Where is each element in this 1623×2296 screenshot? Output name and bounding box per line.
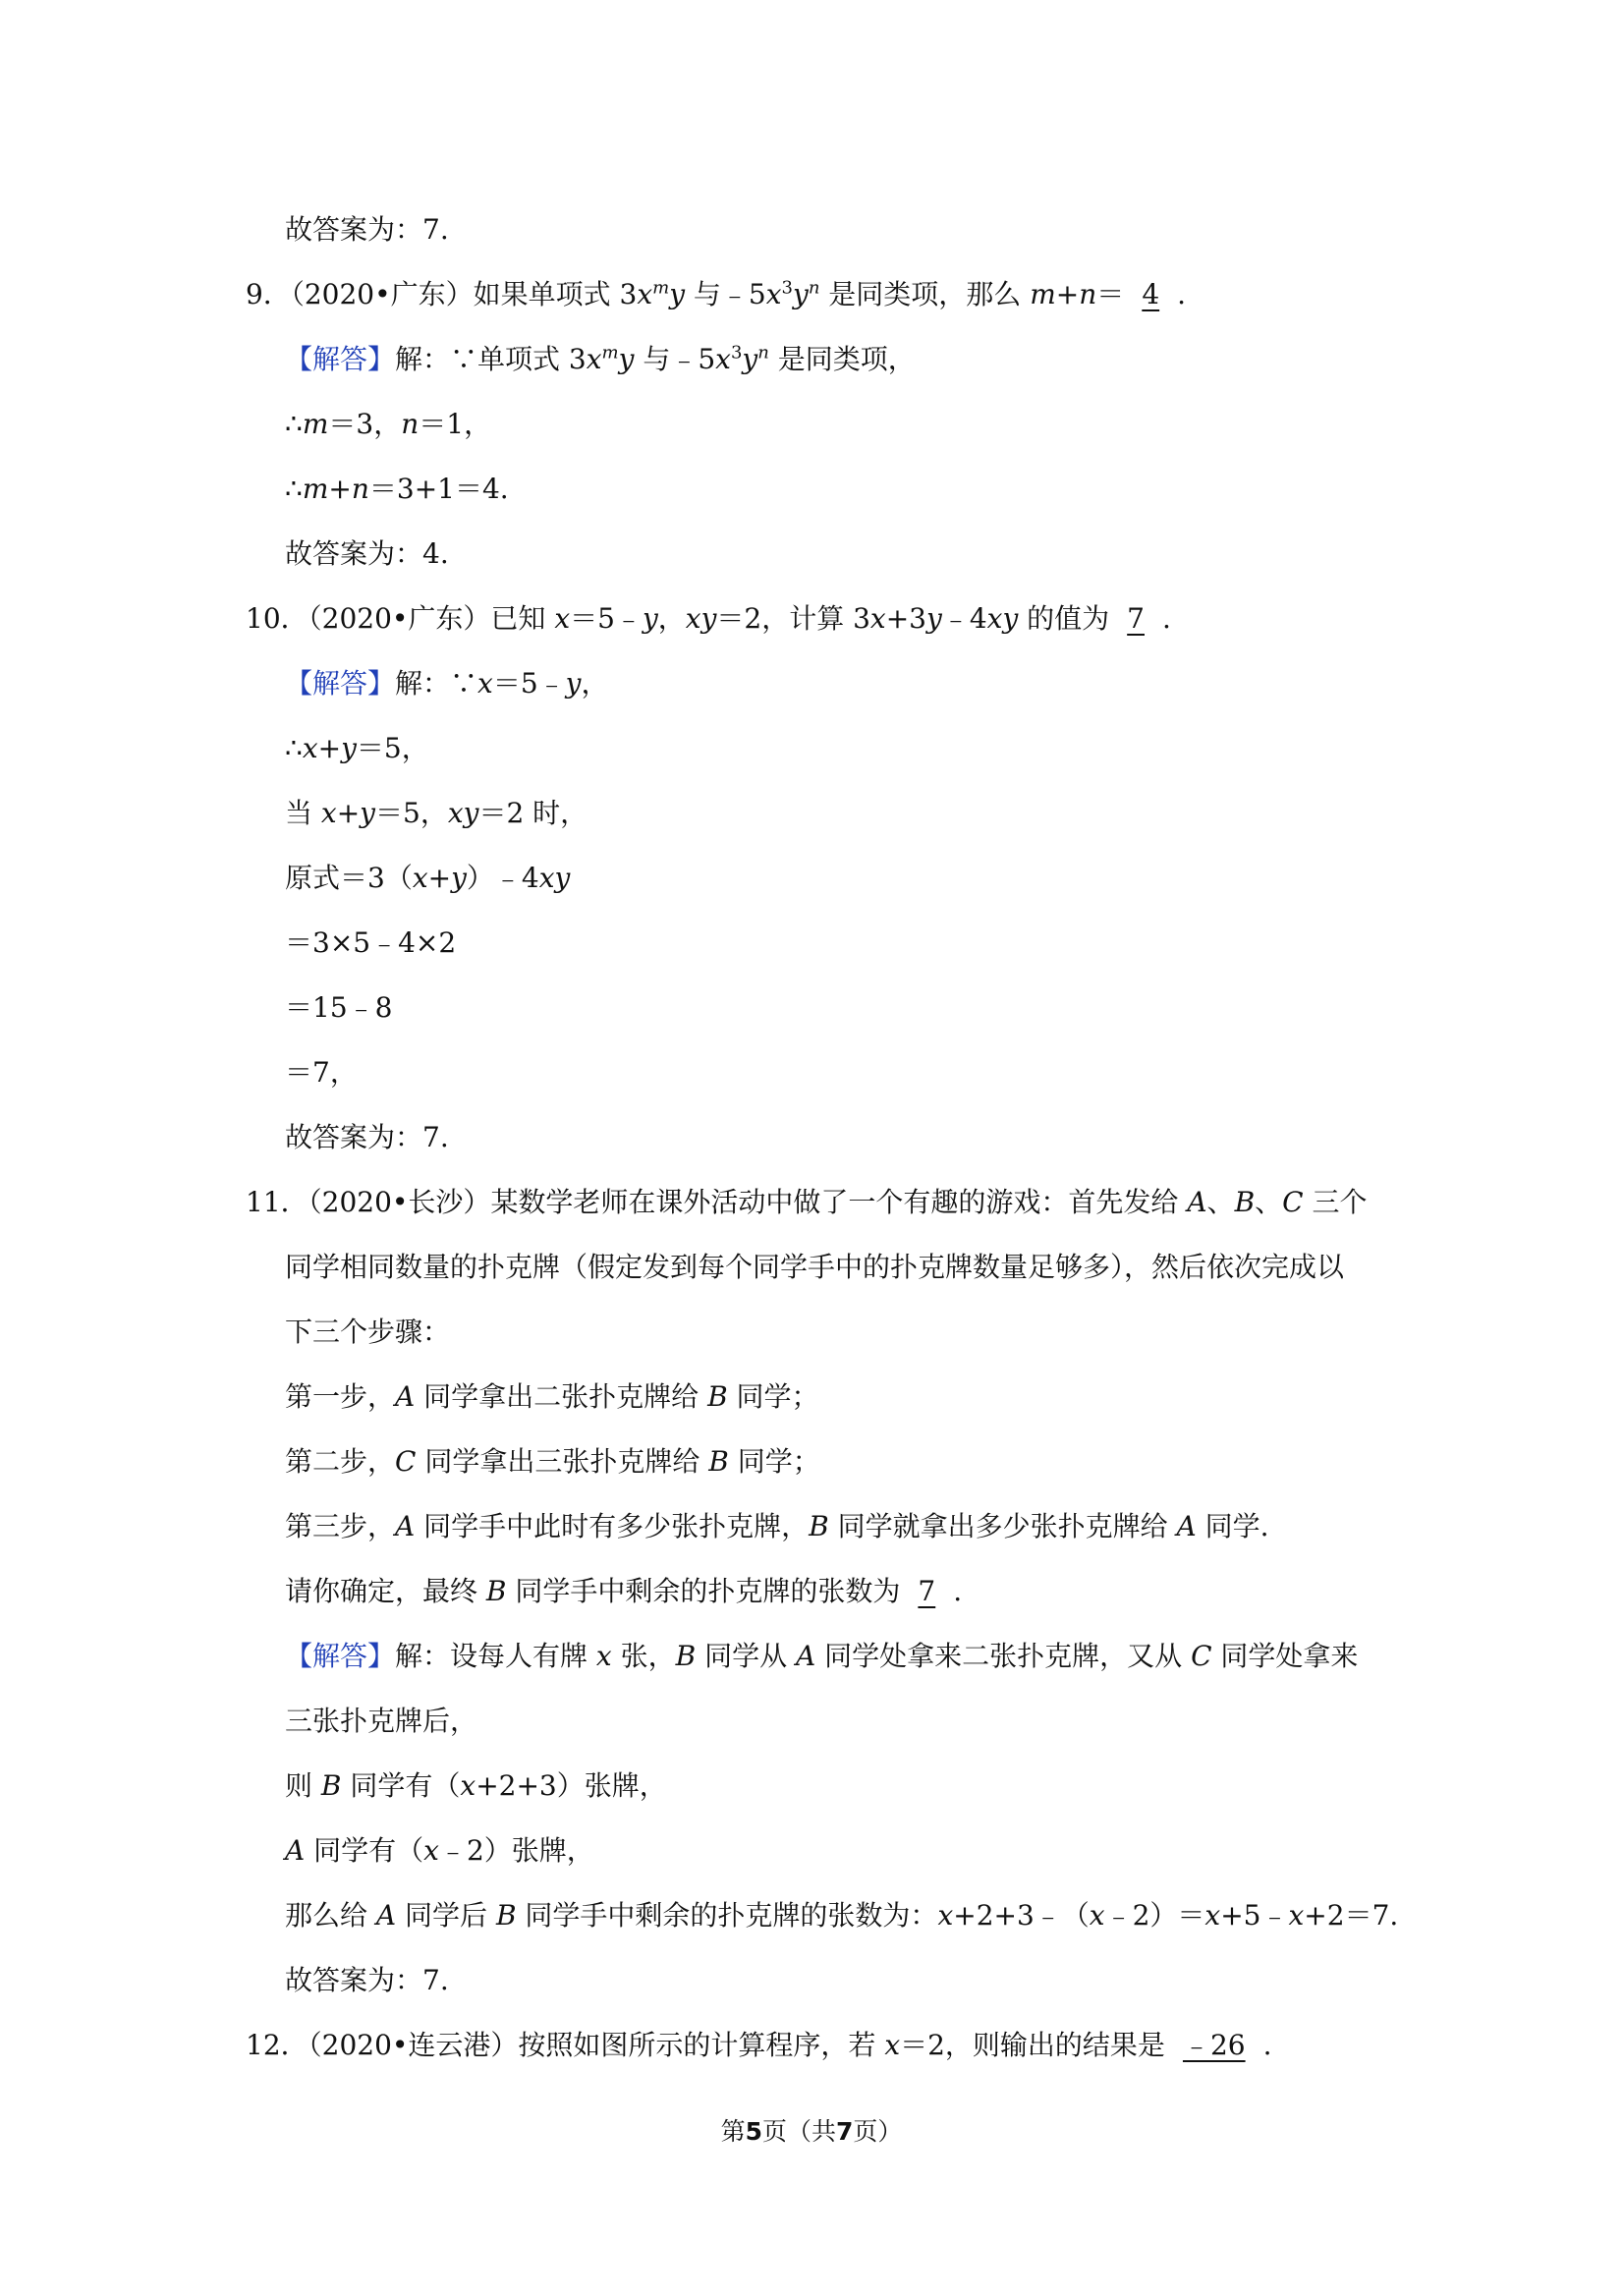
text-span: 的值为 xyxy=(1018,602,1110,635)
math-variable: A xyxy=(1187,1186,1207,1218)
text-span: + xyxy=(317,732,342,764)
math-variable: x xyxy=(1288,1899,1305,1932)
text-span: 第三步， xyxy=(285,1510,396,1542)
text-span: 则 xyxy=(285,1769,321,1802)
math-variable: m xyxy=(1030,278,1056,310)
text-span: ＝2，计算 3 xyxy=(716,602,870,635)
text-line xyxy=(0,1373,1623,1421)
footer-suffix: 页） xyxy=(853,2117,903,2146)
math-variable: B xyxy=(1234,1186,1256,1218)
math-variable: x xyxy=(595,1640,612,1672)
math-variable: xy xyxy=(447,797,479,829)
superscript: 3 xyxy=(781,277,793,299)
text-line xyxy=(0,1244,1623,1291)
math-variable: y xyxy=(926,602,942,635)
text-line xyxy=(0,1114,1623,1161)
text-line xyxy=(0,271,1623,318)
text-span: ， xyxy=(581,667,609,700)
math-variable: xy xyxy=(685,602,717,635)
text-line xyxy=(0,1049,1623,1096)
math-variable: x xyxy=(715,343,731,375)
text-span: 同学有（ xyxy=(305,1834,424,1867)
text-line xyxy=(0,531,1623,578)
text-span: ）﹣4 xyxy=(466,862,539,894)
text-span: ＝5， xyxy=(375,797,448,829)
text-span: ﹣4 xyxy=(941,602,987,635)
text-span: 同学手中此时有多少张扑克牌， xyxy=(415,1510,810,1542)
text-span: 解：∵ xyxy=(395,667,478,700)
text-span: ＝7， xyxy=(285,1056,358,1089)
text-line xyxy=(0,1698,1623,1745)
text-line xyxy=(0,725,1623,772)
math-variable: A xyxy=(375,1899,397,1932)
text-line xyxy=(0,2022,1623,2069)
math-variable: B xyxy=(320,1769,342,1802)
math-variable: x xyxy=(554,602,571,635)
text-span: 同学； xyxy=(727,1380,819,1413)
text-span: 同学手中剩余的扑克牌的张数为 xyxy=(506,1575,901,1607)
text-span: 11．（2020•长沙）某数学老师在课外活动中做了一个有趣的游戏：首先发给 xyxy=(246,1186,1188,1218)
footer-page-number: 5 xyxy=(745,2117,762,2146)
text-span: 故答案为：4. xyxy=(285,537,449,570)
text-span: 三个 xyxy=(1303,1186,1368,1218)
text-span: . xyxy=(1162,602,1171,635)
math-variable: A xyxy=(1176,1510,1197,1542)
superscript: 3 xyxy=(730,342,743,364)
text-span: 同学. xyxy=(1196,1510,1269,1542)
superscript: m xyxy=(601,342,619,364)
text-span: 同学后 xyxy=(396,1899,496,1932)
math-variable: n xyxy=(401,408,420,440)
text-span: ＝3， xyxy=(328,408,402,440)
text-span: 同学相同数量的扑克牌（假定发到每个同学手中的扑克牌数量足够多），然后依次完成以 xyxy=(285,1251,1345,1283)
text-span: +5﹣ xyxy=(1220,1899,1289,1932)
text-line xyxy=(0,1438,1623,1485)
math-variable: B xyxy=(485,1575,507,1607)
text-span: 同学手中剩余的扑克牌的张数为： xyxy=(516,1899,938,1932)
math-variable: x xyxy=(477,667,493,700)
text-line xyxy=(0,790,1623,837)
math-variable: xy xyxy=(538,862,571,894)
text-span: 12．（2020•连云港）按照如图所示的计算程序，若 xyxy=(246,2029,885,2061)
text-span: ＝5， xyxy=(356,732,429,764)
text-span: . xyxy=(953,1575,963,1607)
text-span: 请你确定，最终 xyxy=(285,1575,486,1607)
text-span: 故答案为：7. xyxy=(285,1964,449,1996)
math-variable: B xyxy=(707,1380,728,1413)
footer-prefix: 第 xyxy=(720,2117,746,2146)
math-variable: y xyxy=(565,667,582,700)
text-span: +2+3）张牌， xyxy=(476,1769,667,1802)
text-span: 、 xyxy=(1255,1186,1283,1218)
math-variable: B xyxy=(675,1640,697,1672)
text-line xyxy=(0,1827,1623,1875)
text-span: + xyxy=(336,797,361,829)
text-line xyxy=(0,1503,1623,1550)
text-span: ＝3×5﹣4×2 xyxy=(285,926,457,959)
answer-blank: 7 xyxy=(918,1575,936,1607)
math-variable: x xyxy=(423,1834,439,1867)
math-variable: xy xyxy=(986,602,1019,635)
text-line xyxy=(0,595,1623,643)
footer-total-pages: 7 xyxy=(836,2117,854,2146)
math-variable: x xyxy=(412,862,428,894)
text-span: ， xyxy=(657,602,686,635)
math-variable: A xyxy=(395,1380,416,1413)
math-variable: x xyxy=(586,343,602,375)
math-variable: A xyxy=(395,1510,416,1542)
answer-tag: 【解答】 xyxy=(285,667,396,700)
text-span: ＝ xyxy=(1096,278,1125,310)
answer-tag: 【解答】 xyxy=(285,1640,396,1672)
superscript: m xyxy=(652,277,670,299)
math-variable: C xyxy=(1282,1186,1304,1218)
text-span: 第二步， xyxy=(285,1445,396,1478)
text-span: +2+3﹣（ xyxy=(953,1899,1090,1932)
text-span: 故答案为：7. xyxy=(285,213,449,246)
text-span: 与﹣5 xyxy=(634,343,716,375)
math-variable: x xyxy=(937,1899,954,1932)
text-span: 与﹣5 xyxy=(685,278,766,310)
superscript: n xyxy=(757,342,769,364)
text-span: ＝3+1＝4. xyxy=(368,473,509,505)
math-variable: x xyxy=(765,278,782,310)
math-variable: x xyxy=(460,1769,476,1802)
text-span: + xyxy=(427,862,452,894)
text-span: 当 xyxy=(285,797,321,829)
math-variable: y xyxy=(792,278,809,310)
math-variable: x xyxy=(1204,1899,1221,1932)
text-span: ∴ xyxy=(285,408,303,440)
math-variable: B xyxy=(809,1510,829,1542)
math-variable: y xyxy=(451,862,467,894)
text-span: + xyxy=(1055,278,1080,310)
math-variable: y xyxy=(618,343,635,375)
math-variable: x xyxy=(320,797,337,829)
text-line xyxy=(0,1763,1623,1810)
text-span: 解：设每人有牌 xyxy=(395,1640,596,1672)
text-span: 9．（2020•广东）如果单项式 3 xyxy=(246,278,638,310)
text-span: 同学就拿出多少张扑克牌给 xyxy=(828,1510,1177,1542)
math-variable: m xyxy=(302,408,329,440)
text-line xyxy=(0,984,1623,1032)
text-span: 原式＝3（ xyxy=(285,862,413,894)
math-variable: y xyxy=(360,797,375,829)
math-variable: B xyxy=(495,1899,517,1932)
footer-middle: 页（共 xyxy=(761,2117,836,2146)
math-variable: y xyxy=(669,278,686,310)
superscript: n xyxy=(808,277,820,299)
text-span: ﹣2）＝ xyxy=(1104,1899,1205,1932)
text-span: ＝2，则输出的结果是 xyxy=(900,2029,1165,2061)
math-variable: y xyxy=(341,732,357,764)
text-line xyxy=(0,1179,1623,1226)
text-span: 第一步， xyxy=(285,1380,396,1413)
text-line xyxy=(0,855,1623,902)
math-variable: x xyxy=(884,2029,901,2061)
text-span: ＝1， xyxy=(419,408,492,440)
answer-tag: 【解答】 xyxy=(285,343,396,375)
text-span: ∴ xyxy=(285,473,303,505)
text-line xyxy=(0,660,1623,707)
text-span: + xyxy=(328,473,352,505)
text-span: 同学从 xyxy=(696,1640,797,1672)
text-span: +3 xyxy=(885,602,926,635)
text-line xyxy=(0,1633,1623,1680)
math-variable: A xyxy=(285,1834,306,1867)
text-span: ﹣2）张牌， xyxy=(438,1834,594,1867)
text-line xyxy=(0,466,1623,513)
math-variable: y xyxy=(642,602,658,635)
text-span: 下三个步骤： xyxy=(285,1316,451,1348)
text-span: +2＝7. xyxy=(1304,1899,1399,1932)
math-variable: n xyxy=(1079,278,1097,310)
math-variable: C xyxy=(395,1445,417,1478)
text-span: 张， xyxy=(611,1640,676,1672)
text-span: 同学； xyxy=(728,1445,820,1478)
text-line xyxy=(0,1309,1623,1356)
answer-blank: ﹣26 xyxy=(1182,2029,1246,2061)
answer-blank: 7 xyxy=(1127,602,1145,635)
math-variable: n xyxy=(351,473,369,505)
text-line xyxy=(0,920,1623,967)
text-span: 三张扑克牌后， xyxy=(285,1705,478,1737)
math-variable: C xyxy=(1191,1640,1212,1672)
math-variable: x xyxy=(302,732,318,764)
text-span: 同学拿出二张扑克牌给 xyxy=(415,1380,708,1413)
text-span: 同学有（ xyxy=(341,1769,461,1802)
page-footer xyxy=(0,2112,1623,2152)
text-line xyxy=(0,1892,1623,1939)
math-variable: m xyxy=(302,473,329,505)
text-span: 故答案为：7. xyxy=(285,1121,449,1153)
text-line xyxy=(0,206,1623,253)
math-variable: x xyxy=(1089,1899,1105,1932)
text-span: ＝5﹣ xyxy=(492,667,566,700)
text-span: 同学处拿来 xyxy=(1211,1640,1359,1672)
text-span: ＝15﹣8 xyxy=(285,991,393,1024)
text-span: 10．（2020•广东）已知 xyxy=(246,602,555,635)
text-line xyxy=(0,336,1623,383)
math-variable: x xyxy=(869,602,886,635)
math-variable: x xyxy=(637,278,653,310)
text-span: 是同类项，那么 xyxy=(819,278,1031,310)
math-variable: y xyxy=(742,343,758,375)
text-span: 那么给 xyxy=(285,1899,376,1932)
text-line xyxy=(0,1568,1623,1615)
text-span: 同学处拿来二张扑克牌，又从 xyxy=(815,1640,1192,1672)
text-span: 是同类项， xyxy=(768,343,916,375)
text-span: . xyxy=(1177,278,1187,310)
text-span: ＝2 时， xyxy=(478,797,588,829)
text-span: . xyxy=(1262,2029,1272,2061)
text-span: 解：∵单项式 3 xyxy=(395,343,587,375)
text-line xyxy=(0,1957,1623,2004)
math-variable: A xyxy=(796,1640,816,1672)
math-variable: B xyxy=(708,1445,729,1478)
text-span: ∴ xyxy=(285,732,303,764)
text-line xyxy=(0,401,1623,448)
text-span: ＝5﹣ xyxy=(570,602,643,635)
answer-blank: 4 xyxy=(1142,278,1160,310)
text-span: 、 xyxy=(1206,1186,1235,1218)
text-span: 同学拿出三张扑克牌给 xyxy=(416,1445,709,1478)
